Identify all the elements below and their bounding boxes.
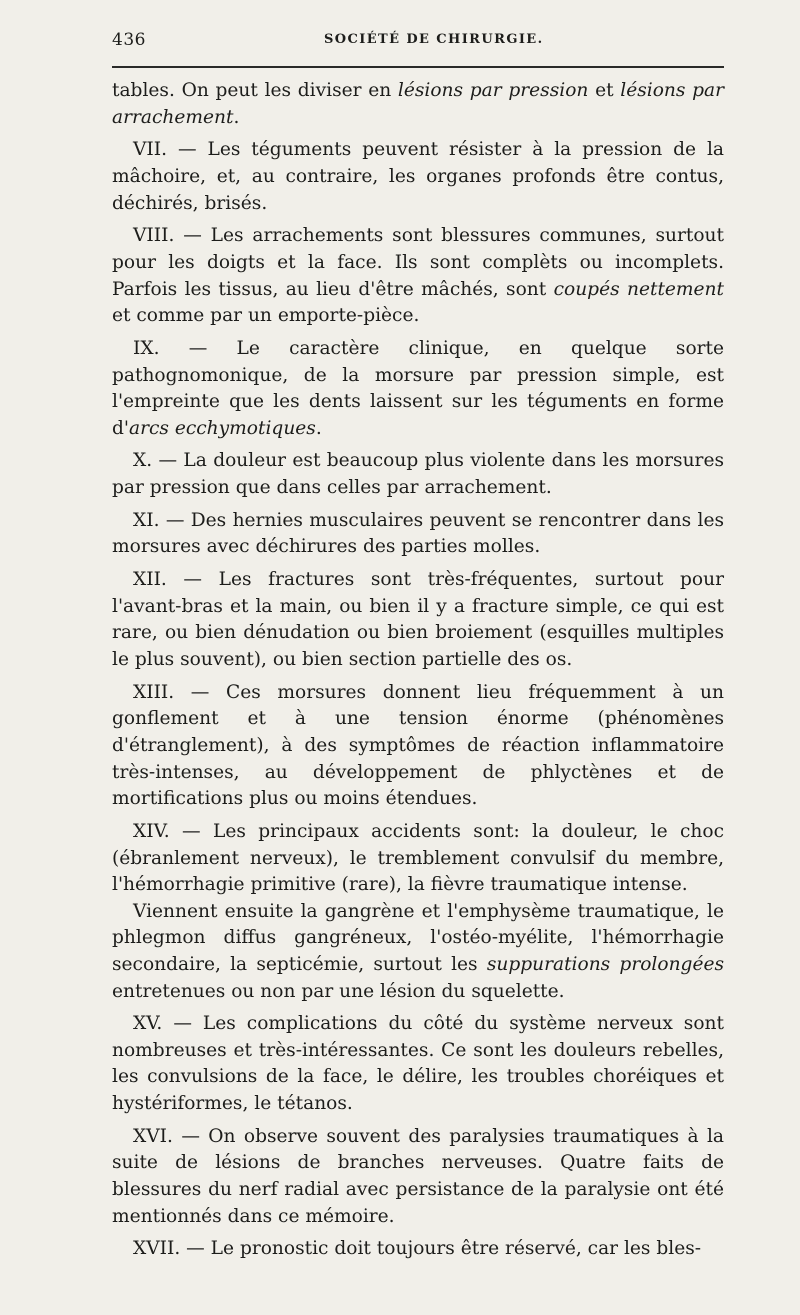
paragraph-xvi: XVI. — On observe souvent des paralysies traumatiques à la suite de lésions de branches nerveuses. Quatre faits de blessures du nerf radial avec persistance de la paralysie ont été mentionnés dans ce mémoire. (112, 1125, 724, 1227)
paragraph-xiv-continued: Viennent ensuite la gangrène et l'emphysème traumatique, le phlegmon diffus gangréneux, l'ostéo-myélite, l'hémorrhagie secondaire, la septicémie, surtout les suppurations prolongées entretenues ou non par une lésion du squelette. (112, 900, 724, 1002)
italic-term: lésions par arrachement (112, 80, 725, 128)
italic-term: arcs ecchymotiques (129, 417, 316, 439)
italic-term: suppurations prolongées (486, 953, 724, 975)
paragraph-viii: VIII. — Les arrachements sont blessures communes, surtout pour les doigts et la face. Ils sont complèts ou incomplets. Parfois les tissus, au lieu d'être mâchés, sont coupés nettement et comme par un emporte-pièce. (112, 225, 724, 327)
paragraph-xii: XII. — Les fractures sont très-fréquentes, surtout pour l'avant-bras et la main, ou bien il y a fracture simple, ce qui est rare, ou bien dénudation ou bien broiement (esquilles multiples le plus souvent), ou bien section partielle des os. (112, 569, 724, 670)
page-number: 436 (112, 30, 146, 50)
header-rule (112, 66, 724, 68)
paragraph-ix: IX. — Le caractère clinique, en quelque sorte pathognomonique, de la morsure par pression simple, est l'empreinte que les dents laissent sur les téguments en forme d'arcs ecchymotiques. (112, 337, 724, 439)
italic-term: lésions par pression (397, 80, 589, 101)
paragraph-x: X. — La douleur est beaucoup plus violente dans les morsures par pression que dans celles par arrachement. (112, 450, 724, 499)
body-text (112, 78, 724, 1263)
running-title: SOCIÉTÉ DE CHIRURGIE. (324, 32, 544, 47)
page-header (112, 30, 724, 54)
paragraph-xv: XV. — Les complications du côté du système nerveux sont nombreuses et très-intéressantes. Ce sont les douleurs rebelles, les convulsions de la face, le délire, les troubles choréiques et hystériformes, le tétanos. (112, 1013, 724, 1115)
paragraph-vii: VII. — Les téguments peuvent résister à la pression de la mâchoire, et, au contraire, les organes profonds être contus, déchirés, brisés. (112, 139, 724, 214)
paragraph-xiii: XIII. — Ces morsures donnent lieu fréquemment à un gonflement et à une tension énorme (phénomènes d'étranglement), à des symptômes de réaction inflammatoire très-intenses, au développement de phlyctènes et de mortifications plus ou moins étendues. (112, 681, 724, 810)
paragraph-xiv: XIV. — Les principaux accidents sont: la douleur, le choc (ébranlement nerveux), le tremblement convulsif du membre, l'hémorrhagie primitive (rare), la fièvre traumatique intense. (112, 820, 724, 896)
paragraph-xi: XI. — Des hernies musculaires peuvent se rencontrer dans les morsures avec déchirures des parties molles. (112, 509, 724, 558)
paragraph-xvii: XVII. — Le pronostic doit toujours être réservé, car les bles- (133, 1238, 702, 1260)
paragraph-continuation: tables. On peut les diviser en lésions par pression et lésions par arrachement. (112, 80, 725, 128)
italic-term: coupés nettement (553, 278, 724, 300)
